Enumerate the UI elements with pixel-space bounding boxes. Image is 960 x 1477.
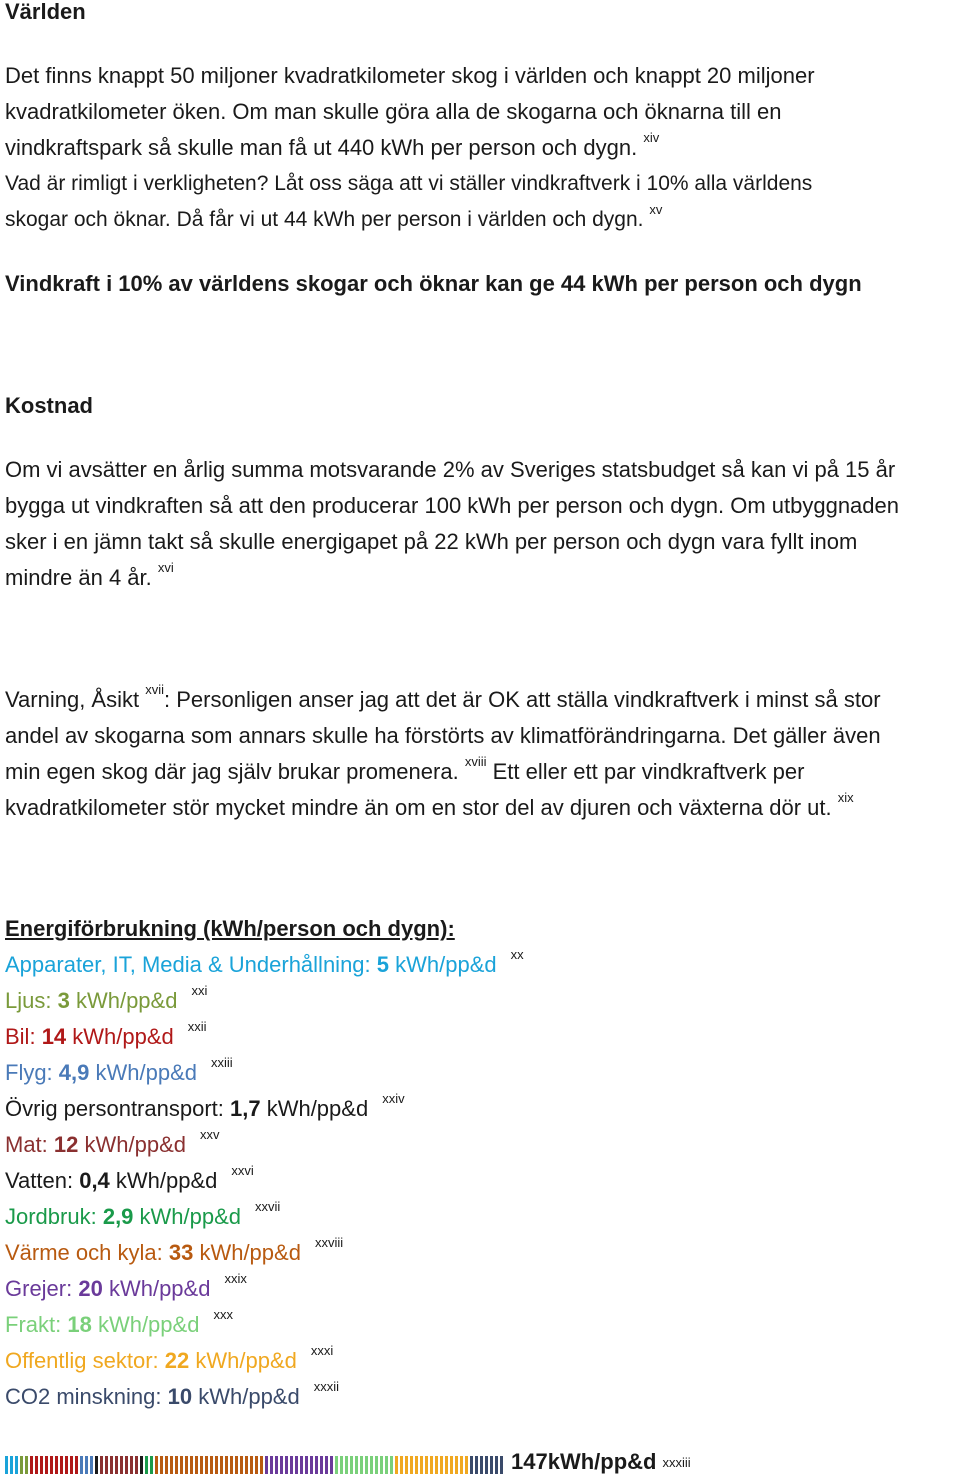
energy-stripe-bar <box>390 1456 393 1474</box>
footnote-ref[interactable]: xvi <box>157 560 174 575</box>
cost-line <box>5 560 174 593</box>
text-span: kvadratkilometer stör mycket mindre än om en stor del av djuren och växterna dör ut. <box>5 795 832 820</box>
energy-stripe-bar <box>70 1456 73 1474</box>
energy-stripe-bar <box>475 1456 478 1474</box>
energy-item-value: 20 <box>78 1276 103 1301</box>
energy-item-unit: kWh/pp&d <box>192 1384 300 1409</box>
energy-item <box>5 1127 220 1160</box>
energy-stripe-bar <box>165 1456 168 1474</box>
energy-item-label: Vatten: <box>5 1168 80 1193</box>
summary-line: Vindkraft i 10% av världens skogar och öknar kan ge 44 kWh per person och dygn <box>5 271 862 296</box>
energy-stripe-bar <box>430 1456 433 1474</box>
energy-item <box>5 947 524 980</box>
energy-item-unit: kWh/pp&d <box>109 1168 218 1193</box>
energy-stripe-bar <box>110 1456 113 1474</box>
energy-item-value: 4,9 <box>58 1060 90 1085</box>
energy-stripe-bar <box>345 1456 348 1474</box>
world-paragraph-line <box>5 202 663 235</box>
energy-stripe-bar <box>420 1456 423 1474</box>
energy-item-label: Grejer: <box>5 1276 79 1301</box>
world-paragraph-line: kvadratkilometer öken. Om man skulle göra alla de skogarna och öknarna till en <box>5 99 782 124</box>
energy-item-label: Frakt: <box>5 1312 68 1337</box>
energy-item-label: Bil: <box>5 1024 42 1049</box>
energy-stripe-bar <box>45 1456 48 1474</box>
energy-heading: Energiförbrukning (kWh/person och dygn): <box>5 916 455 941</box>
energy-item-value: 2,9 <box>102 1204 134 1229</box>
energy-stripe-bar <box>410 1456 413 1474</box>
footnote-ref[interactable]: xxvii <box>255 1199 281 1214</box>
energy-item-label: CO2 minskning: <box>5 1384 168 1409</box>
energy-stripe-bar <box>245 1456 248 1474</box>
energy-stripe-bar <box>260 1456 263 1474</box>
energy-stripe-bar <box>485 1456 488 1474</box>
energy-stripe-bar <box>480 1456 483 1474</box>
energy-stripe-bar <box>25 1456 28 1474</box>
energy-stripe-bar <box>280 1456 283 1474</box>
energy-stripe-bar <box>255 1456 258 1474</box>
footnote-ref[interactable]: xxiv <box>382 1091 405 1106</box>
energy-stripe-bar <box>265 1456 268 1474</box>
energy-stripe-bar <box>5 1456 8 1474</box>
energy-stripe-bar <box>40 1456 43 1474</box>
energy-stripe-bar <box>170 1456 173 1474</box>
energy-item <box>5 983 208 1016</box>
energy-stripe-bar <box>470 1456 473 1474</box>
energy-stripe-bar <box>85 1456 88 1474</box>
energy-item <box>5 1343 334 1376</box>
energy-stripe-bar <box>315 1456 318 1474</box>
footnote-ref[interactable]: xxx <box>213 1307 233 1322</box>
energy-stripe-bar <box>180 1456 183 1474</box>
footnote-ref[interactable]: xxxii <box>313 1379 339 1394</box>
total-unit: kWh/pp&d <box>547 1449 657 1474</box>
energy-stripe-bar <box>155 1456 158 1474</box>
energy-stripe-bar <box>100 1456 103 1474</box>
energy-item-value: 1,7 <box>229 1096 261 1121</box>
energy-stripe-bar <box>50 1456 53 1474</box>
energy-stripe-bar <box>160 1456 163 1474</box>
energy-item <box>5 1307 233 1340</box>
energy-item-unit: kWh/pp&d <box>66 1024 174 1049</box>
footnote-ref[interactable]: xvii <box>145 682 165 697</box>
energy-stripe-bar <box>145 1456 148 1474</box>
warning-label: Varning, Åsikt <box>5 687 140 712</box>
energy-stripe-bar <box>90 1456 93 1474</box>
energy-item-unit: kWh/pp&d <box>189 1348 297 1373</box>
energy-item-value: 14 <box>41 1024 67 1049</box>
warning-line <box>5 754 805 787</box>
energy-stripe-bar <box>30 1456 33 1474</box>
energy-stripe-bar <box>490 1456 493 1474</box>
warning-line <box>5 682 881 715</box>
energy-stripe-bar <box>500 1456 503 1474</box>
energy-stripe-bar <box>115 1456 118 1474</box>
energy-stripe-bar <box>385 1456 388 1474</box>
energy-stripe-bar <box>15 1456 18 1474</box>
energy-item-label: Offentlig sektor: <box>5 1348 165 1373</box>
energy-item <box>5 1055 233 1088</box>
energy-item <box>5 1163 254 1196</box>
energy-item <box>5 1235 344 1268</box>
energy-stripe-bar <box>465 1456 468 1474</box>
world-paragraph-line: Vad är rimligt i verkligheten? Låt oss säga att vi ställer vindkraftverk i 10% alla världens <box>5 172 813 195</box>
footnote-ref[interactable]: xxi <box>191 983 208 998</box>
energy-stripe-bar <box>290 1456 293 1474</box>
energy-stripe-bar <box>300 1456 303 1474</box>
footnote-ref[interactable]: xxxi <box>310 1343 334 1358</box>
cost-line: Om vi avsätter en årlig summa motsvarande 2% av Sveriges statsbudget så kan vi på 15 år <box>5 457 896 482</box>
energy-item-label: Mat: <box>5 1132 54 1157</box>
energy-stripe-bar <box>230 1456 233 1474</box>
energy-item-value: 0,4 <box>79 1168 110 1193</box>
warning-line: andel av skogarna som annars skulle ha förstörts av klimatförändringarna. Det gäller även <box>5 723 881 748</box>
text-span: : Personligen anser jag att det är OK att ställa vindkraftverk i minst så stor <box>164 687 881 712</box>
energy-stripe-bar <box>200 1456 203 1474</box>
energy-item <box>5 1379 339 1412</box>
world-paragraph-line <box>5 130 660 163</box>
energy-item-value: 18 <box>67 1312 92 1337</box>
footnote-ref[interactable]: xxxiii <box>662 1455 691 1470</box>
energy-stripe-bar <box>270 1456 273 1474</box>
energy-stripe-bar <box>125 1456 128 1474</box>
energy-stripe-bar <box>325 1456 328 1474</box>
energy-stripe-bar <box>380 1456 383 1474</box>
energy-stripe-bar <box>340 1456 343 1474</box>
energy-stripe-bar <box>370 1456 373 1474</box>
energy-item-value: 22 <box>164 1348 190 1373</box>
energy-item-unit: kWh/pp&d <box>78 1132 186 1157</box>
energy-item-unit: kWh/pp&d <box>89 1060 197 1085</box>
total-row <box>5 1450 691 1474</box>
footnote-ref[interactable]: xx <box>510 947 524 962</box>
text-span: vindkraftspark så skulle man få ut 440 kWh per person och dygn. <box>5 135 638 160</box>
energy-stripe-bar <box>120 1456 123 1474</box>
energy-stripe-bar <box>10 1456 13 1474</box>
text-span: skogar och öknar. Då får vi ut 44 kWh per person i världen och dygn. <box>5 208 644 231</box>
energy-stripe-bar <box>495 1456 498 1474</box>
text-span: Ett eller ett par vindkraftverk per <box>492 759 805 784</box>
energy-stripe-bar <box>360 1456 363 1474</box>
energy-stripe-bar <box>205 1456 208 1474</box>
energy-stripe-bar <box>150 1456 153 1474</box>
energy-stripe-bar <box>295 1456 298 1474</box>
energy-stripe-bar <box>335 1456 338 1474</box>
energy-stripe-bar <box>185 1456 188 1474</box>
energy-stripe-bar <box>405 1456 408 1474</box>
energy-stripe-bar <box>310 1456 313 1474</box>
cost-line: sker i en jämn takt så skulle energigapet på 22 kWh per person och dygn vara fyllt inom <box>5 529 858 554</box>
energy-item-unit: kWh/pp&d <box>133 1204 242 1229</box>
energy-item-label: Jordbruk: <box>5 1204 103 1229</box>
energy-stripe-bar <box>250 1456 253 1474</box>
energy-stripe-bar <box>440 1456 443 1474</box>
energy-stripe <box>5 1456 505 1474</box>
energy-stripe-bar <box>60 1456 63 1474</box>
energy-item-value: 10 <box>167 1384 193 1409</box>
energy-item <box>5 1019 207 1052</box>
cost-line: bygga ut vindkraften så att den producerar 100 kWh per person och dygn. Om utbyggnaden <box>5 493 899 518</box>
energy-item-unit: kWh/pp&d <box>260 1096 369 1121</box>
energy-stripe-bar <box>285 1456 288 1474</box>
energy-item-label: Apparater, IT, Media & Underhållning: <box>5 952 377 977</box>
energy-item-unit: kWh/pp&d <box>91 1312 200 1337</box>
total-value: 147 <box>511 1449 548 1474</box>
energy-stripe-bar <box>140 1456 143 1474</box>
energy-stripe-bar <box>450 1456 453 1474</box>
footnote-ref[interactable]: xxiii <box>211 1055 233 1070</box>
energy-stripe-bar <box>455 1456 458 1474</box>
energy-stripe-bar <box>365 1456 368 1474</box>
energy-stripe-bar <box>355 1456 358 1474</box>
energy-item <box>5 1199 281 1232</box>
energy-stripe-bar <box>275 1456 278 1474</box>
energy-item-value: 33 <box>168 1240 194 1265</box>
text-span: mindre än 4 år. <box>5 565 152 590</box>
energy-stripe-bar <box>350 1456 353 1474</box>
footnote-ref[interactable]: xxii <box>187 1019 207 1034</box>
energy-stripe-bar <box>190 1456 193 1474</box>
footnote-ref[interactable]: xxix <box>224 1271 247 1286</box>
energy-stripe-bar <box>395 1456 398 1474</box>
footnote-ref[interactable]: xiv <box>643 130 660 145</box>
energy-stripe-bar <box>135 1456 138 1474</box>
page-title: Världen <box>5 0 86 24</box>
energy-stripe-bar <box>425 1456 428 1474</box>
footnote-ref[interactable]: xviii <box>464 754 487 769</box>
energy-item-label: Flyg: <box>5 1060 59 1085</box>
energy-item <box>5 1271 247 1304</box>
energy-stripe-bar <box>35 1456 38 1474</box>
energy-item-unit: kWh/pp&d <box>102 1276 211 1301</box>
energy-stripe-bar <box>330 1456 333 1474</box>
energy-item-label: Ljus: <box>5 988 58 1013</box>
warning-line <box>5 790 854 823</box>
footnote-ref[interactable]: xv <box>649 202 663 217</box>
energy-stripe-bar <box>80 1456 83 1474</box>
energy-stripe-bar <box>320 1456 323 1474</box>
energy-stripe-bar <box>195 1456 198 1474</box>
energy-stripe-bar <box>460 1456 463 1474</box>
energy-stripe-bar <box>130 1456 133 1474</box>
energy-item-unit: kWh/pp&d <box>69 988 178 1013</box>
energy-stripe-bar <box>95 1456 98 1474</box>
energy-item-value: 12 <box>53 1132 79 1157</box>
energy-stripe-bar <box>175 1456 178 1474</box>
energy-stripe-bar <box>375 1456 378 1474</box>
energy-stripe-bar <box>105 1456 108 1474</box>
footnote-ref[interactable]: xxviii <box>314 1235 344 1250</box>
energy-stripe-bar <box>65 1456 68 1474</box>
energy-item <box>5 1091 405 1124</box>
world-paragraph-line: Det finns knappt 50 miljoner kvadratkilometer skog i världen och knappt 20 miljoner <box>5 63 815 88</box>
energy-stripe-bar <box>225 1456 228 1474</box>
energy-stripe-bar <box>55 1456 58 1474</box>
energy-stripe-bar <box>415 1456 418 1474</box>
energy-item-label: Övrig persontransport: <box>5 1096 230 1121</box>
energy-stripe-bar <box>220 1456 223 1474</box>
energy-stripe-bar <box>20 1456 23 1474</box>
energy-stripe-bar <box>235 1456 238 1474</box>
energy-item-value: 5 <box>376 952 390 977</box>
energy-stripe-bar <box>215 1456 218 1474</box>
energy-stripe-bar <box>305 1456 308 1474</box>
energy-stripe-bar <box>210 1456 213 1474</box>
footnote-ref[interactable]: xix <box>837 790 854 805</box>
energy-stripe-bar <box>400 1456 403 1474</box>
energy-item-unit: kWh/pp&d <box>193 1240 301 1265</box>
text-span: min egen skog där jag själv brukar promenera. <box>5 759 459 784</box>
energy-stripe-bar <box>240 1456 243 1474</box>
energy-item-label: Värme och kyla: <box>5 1240 169 1265</box>
cost-heading: Kostnad <box>5 393 93 418</box>
energy-stripe-bar <box>75 1456 78 1474</box>
footnote-ref[interactable]: xxv <box>200 1127 220 1142</box>
footnote-ref[interactable]: xxvi <box>231 1163 254 1178</box>
energy-stripe-bar <box>435 1456 438 1474</box>
energy-stripe-bar <box>445 1456 448 1474</box>
energy-item-unit: kWh/pp&d <box>389 952 497 977</box>
energy-item-value: 3 <box>57 988 70 1013</box>
